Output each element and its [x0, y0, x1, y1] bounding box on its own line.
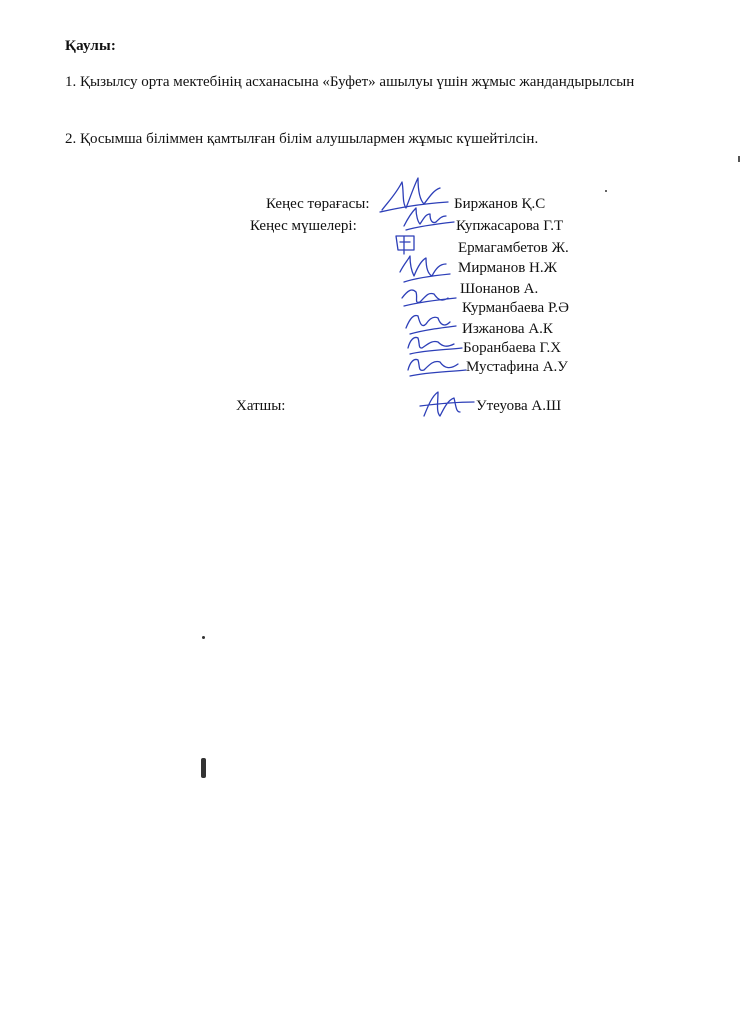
member-name: Боранбаева Г.Х [463, 340, 562, 356]
member-signature [400, 204, 460, 234]
chair-label: Кеңес төрағасы: [266, 196, 370, 212]
member-signature [404, 350, 468, 380]
member-name: Курманбаева Р.Ә [462, 300, 570, 316]
member-name: Изжанова А.К [462, 321, 553, 337]
resolution-item-1: 1. Қызылсу орта мектебінің асханасына «Буфет» ашылуы үшін жұмыс жандандырылсын [65, 74, 635, 90]
member-name: Мирманов Н.Ж [458, 260, 558, 276]
chair-name: Биржанов Қ.С [454, 196, 546, 212]
member-name: Мустафина А.У [466, 359, 568, 375]
scan-smudge [201, 758, 206, 778]
member-name: Шонанов А. [460, 281, 539, 297]
secretary-label: Хатшы: [236, 398, 286, 414]
member-name: Купжасарова Г.Т [456, 218, 564, 234]
members-label: Кеңес мүшелері: [250, 218, 357, 234]
resolution-item-2: 2. Қосымша біліммен қамтылған білім алушылармен жұмыс күшейтілсін. [65, 131, 539, 147]
resolution-heading: Қаулы: [65, 38, 117, 54]
scan-edge-mark [738, 156, 740, 162]
scan-speck [202, 636, 205, 639]
member-name: Ермагамбетов Ж. [458, 240, 569, 256]
secretary-signature [416, 386, 476, 426]
secretary-name: Утеуова А.Ш [476, 398, 562, 414]
scan-speck [605, 190, 607, 192]
